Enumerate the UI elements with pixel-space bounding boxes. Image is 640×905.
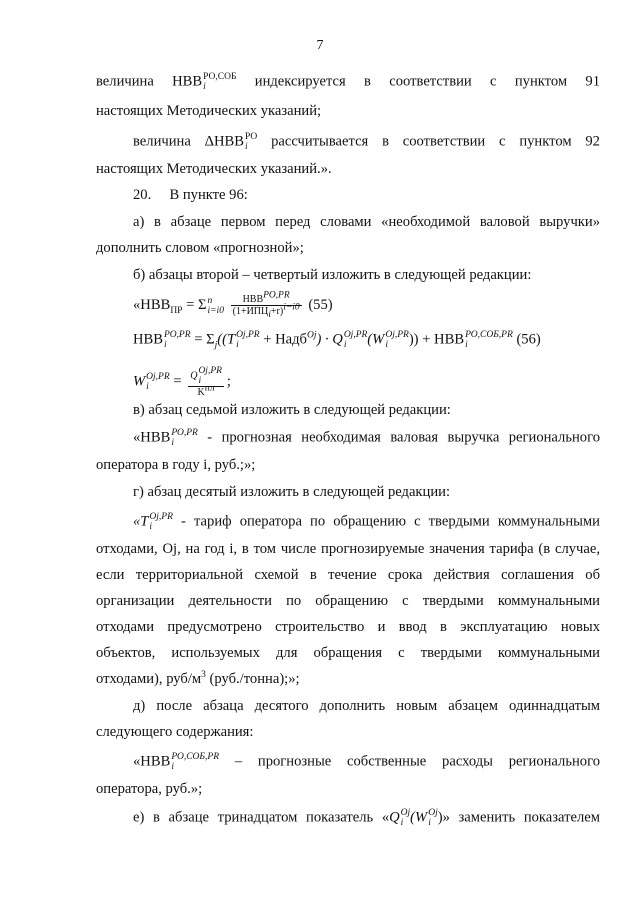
paragraph-line: оператора в году i, руб.;»; <box>96 457 256 473</box>
text: величина ΔНВВ <box>133 133 245 150</box>
text: е) в абзаце тринадцатом показатель « <box>133 809 390 826</box>
subscript: ПР <box>170 305 183 316</box>
formula-text: = <box>173 373 182 390</box>
formula-text: (W <box>367 331 385 348</box>
paragraph-line <box>133 752 600 772</box>
text: «НВВ <box>133 429 171 446</box>
formula-text: ((T <box>217 331 236 348</box>
subscript: i <box>268 310 271 320</box>
paragraph-line <box>133 428 600 448</box>
paragraph-line <box>96 72 600 92</box>
paragraph-line: дополнить словом «прогнозной»; <box>96 240 304 256</box>
subscript: i <box>171 438 174 448</box>
paragraph-line: организации деятельности по обращению с твердыми коммунальными <box>96 593 600 609</box>
superscript: Oj,PR <box>149 512 173 522</box>
text: – прогнозные собственные расходы регионального <box>234 753 600 770</box>
subscript: i <box>171 762 174 772</box>
subscript: i <box>465 340 468 350</box>
superscript: пл <box>204 383 215 394</box>
paragraph-line: а) в абзаце первом перед словами «необходимой валовой выручки» <box>133 214 600 230</box>
paragraph-line: отходами предусмотрено строительство и ввод в эксплуатацию новых <box>96 619 600 635</box>
formula-text: = Σ <box>186 296 207 313</box>
numerator: Q <box>190 370 198 382</box>
paragraph-line: настоящих Методических указаний.». <box>96 161 332 177</box>
text: » заменить показателем <box>442 809 600 826</box>
subscript: j <box>214 340 218 351</box>
formula-text: ) <box>437 809 443 826</box>
superscript: Oj,PR <box>146 372 170 382</box>
paragraph-line: объектов, используемых для обращения с твердыми коммунальными <box>96 645 600 661</box>
formula-56 <box>133 330 600 350</box>
paragraph-line: настоящих Методических указаний; <box>96 103 322 119</box>
superscript: Oj,PR <box>385 330 409 340</box>
paragraph-line: оператора, руб.»; <box>96 781 203 797</box>
paragraph-line <box>96 670 600 688</box>
superscript: n <box>207 295 213 306</box>
denominator: +r) <box>270 306 284 317</box>
superscript: РО,PR <box>164 330 191 340</box>
paragraph-line: в) абзац седьмой изложить в следующей редакции: <box>133 402 451 418</box>
subscript: i <box>245 142 248 152</box>
subscript: i <box>198 376 202 386</box>
superscript: РО,PR <box>171 428 198 438</box>
superscript: РО,СОБ,PR <box>465 330 513 340</box>
superscript: i−i0 <box>283 302 300 313</box>
page-number: 7 <box>316 38 324 53</box>
text: величина НВВ <box>96 73 203 90</box>
paragraph-line: следующего содержания: <box>96 724 254 740</box>
text: отходами), руб/м <box>96 671 202 687</box>
paragraph-line: б) абзацы второй – четвертый изложить в следующей редакции: <box>133 267 532 283</box>
superscript: РО,СОБ <box>203 72 237 82</box>
text: рассчитывается в соответствии с пунктом 92 <box>271 133 600 150</box>
subscript: i <box>400 818 404 828</box>
formula-text: + Надб <box>263 331 307 348</box>
subscript: i <box>428 818 431 828</box>
superscript: Oj,PR <box>236 330 260 340</box>
superscript: Oj <box>306 330 317 341</box>
superscript: РО,СОБ,PR <box>171 752 220 762</box>
numerator: НВВ <box>242 294 264 305</box>
superscript: РО,PR <box>263 290 290 301</box>
subscript: i <box>385 340 388 350</box>
paragraph-line: отходами, Oj, на год i, в том числе прогнозируемые значения тарифа (в случае, <box>96 541 600 557</box>
formula-text: Q <box>389 809 400 826</box>
paragraph-line: если территориальной схемой в течение срока действия соглашения об <box>96 567 600 583</box>
formula-text: )) + НВВ <box>408 331 465 348</box>
text: «НВВ <box>133 753 171 770</box>
formula-text: W <box>133 373 146 390</box>
subscript: i <box>149 522 153 532</box>
text: индексируется в соответствии с пунктом 91 <box>254 73 601 90</box>
formula-text: «НВВ <box>133 296 171 313</box>
formula-text: ) · Q <box>316 331 343 348</box>
superscript: РО <box>245 132 258 142</box>
formula-text: ; <box>226 373 231 390</box>
paragraph-line: д) после абзаца десятого дополнить новым абзацем одиннадцатым <box>133 698 600 714</box>
text: (руб./тонна);»; <box>205 671 300 687</box>
superscript: Oj,PR <box>198 366 222 376</box>
text: - прогнозная необходимая валовая выручка регионального <box>207 429 600 446</box>
text: «T <box>133 513 149 530</box>
subscript: i <box>203 82 206 92</box>
paragraph-line <box>133 132 600 152</box>
subscript: i <box>343 340 347 350</box>
equation-number: (55) <box>308 296 333 313</box>
subscript: i=i0 <box>207 305 224 316</box>
paragraph-line <box>133 808 600 828</box>
superscript: Oj <box>428 808 438 818</box>
formula-text: НВВ <box>133 331 164 348</box>
denominator: K <box>197 387 205 398</box>
fraction <box>188 366 224 398</box>
equation-number: (56) <box>516 331 541 348</box>
subscript: i <box>236 340 239 350</box>
subscript: i <box>164 340 167 350</box>
section-heading: 20. В пункте 96: <box>133 187 248 203</box>
fraction <box>231 290 302 320</box>
formula-55 <box>133 290 600 320</box>
superscript: 3 <box>201 670 206 681</box>
paragraph-line: г) абзац десятый изложить в следующей редакции: <box>133 484 451 500</box>
text: - тариф оператора по обращению с твердыми коммунальными <box>181 513 600 530</box>
superscript: Oj,PR <box>343 330 368 340</box>
superscript: Oj <box>400 808 411 818</box>
denominator: (1+ИПЦ <box>232 306 269 317</box>
formula-text: = Σ <box>194 331 215 348</box>
formula-text: (W <box>410 809 428 826</box>
formula-w <box>133 366 600 398</box>
paragraph-line <box>133 512 600 532</box>
subscript: i <box>146 382 149 392</box>
